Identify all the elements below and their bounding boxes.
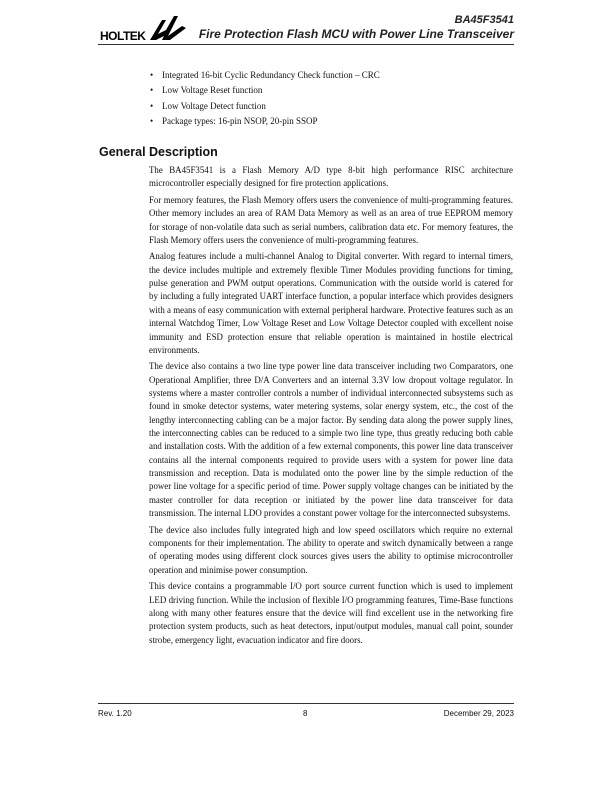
list-item: • Integrated 16-bit Cyclic Redundancy Check function – CRC	[150, 68, 380, 83]
paragraph: The device also includes fully integrated high and low speed oscillators which require no external components for their implementation. The ability to operate and switch dynamically between a range of operating modes using different clock sources gives users the ability to optimise microcontroller operation and minimise power consumption.	[149, 524, 513, 575]
section-heading: General Description	[99, 145, 218, 159]
list-item: • Low Voltage Detect function	[150, 99, 380, 114]
general-description-body	[149, 164, 513, 650]
feature-list	[150, 68, 380, 129]
header-titles	[199, 14, 514, 41]
paragraph: The device also contains a two line type power line data transceiver including two Comparators, one Operational Amplifier, three D/A Converters and an internal 3.3V low dropout voltage regulator. In systems where a master controller controls a number of individual interconnected subsystems such as found in smoke detector systems, water metering systems, solar energy system, etc., the cost of the lengthy interconnecting cabling can be a major factor. By sending data along the power supply lines, the interconnecting cables can be reduced to a simple two line type, thus greatly reducing both cable and installation costs. With the addition of a few external components, this power line data transceiver contains all the internal components required to provide users with a system for power line data transmission and reception. Data is modulated onto the power line by the simple reduction of the power line voltage for a specific period of time. Power supply voltage changes can be initiated by the master controller for data reception or initiated by the power line data transceiver for data transmission. The internal LDO provides a constant power voltage for the interconnected subsystems.	[149, 361, 513, 519]
logo-text: HOLTEK	[100, 29, 146, 43]
list-item: • Low Voltage Reset function	[150, 83, 380, 98]
paragraph: This device contains a programmable I/O port source current function which is used to implement LED driving function. While the inclusion of flexible I/O programming features, Time-Base functions along with many other features ensure that the device will find excellent use in the networking fire protection system products, such as heat detectors, input/output modules, manual call point, sounder strobe, emergency light, evacuation indicator and fire doors.	[149, 581, 513, 645]
page-number: 8	[303, 709, 308, 718]
revision: Rev. 1.20	[98, 709, 132, 718]
logo-mark-icon	[148, 16, 188, 42]
paragraph: For memory features, the Flash Memory offers users the convenience of multi-programming features. Other memory includes an area of RAM Data Memory as well as an area of true EEPROM memory for storage of non-volatile data such as serial numbers, calibration data etc. For memory features, the Flash Memory offers users the convenience of multi-programming features.	[149, 194, 513, 245]
list-item: • Package types: 16-pin NSOP, 20-pin SSOP	[150, 114, 380, 129]
paragraph: Analog features include a multi-channel Analog to Digital converter. With regard to internal timers, the device includes multiple and extremely flexible Timer Modules providing functions for timing, pulse generation and PWM output operations. Communication with the outside world is catered for by including a fully integrated UART interface function, a popular interface which provides designers with a means of easy communication with external peripheral hardware. Protective features such as an internal Watchdog Timer, Low Voltage Reset and Low Voltage Detector coupled with excellent noise immunity and ESD protection ensure that reliable operation is maintained in hostile electrical environments.	[149, 251, 513, 355]
part-number: BA45F3541	[454, 14, 514, 26]
page-footer	[98, 703, 514, 718]
date: December 29, 2023	[443, 709, 514, 718]
document-title: Fire Protection Flash MCU with Power Line Transceiver	[198, 27, 514, 41]
page-header	[98, 14, 514, 45]
paragraph: The BA45F3541 is a Flash Memory A/D type 8-bit high performance RISC architecture microcontroller especially designed for fire protection applications.	[149, 165, 513, 189]
holtek-logo	[98, 16, 190, 44]
